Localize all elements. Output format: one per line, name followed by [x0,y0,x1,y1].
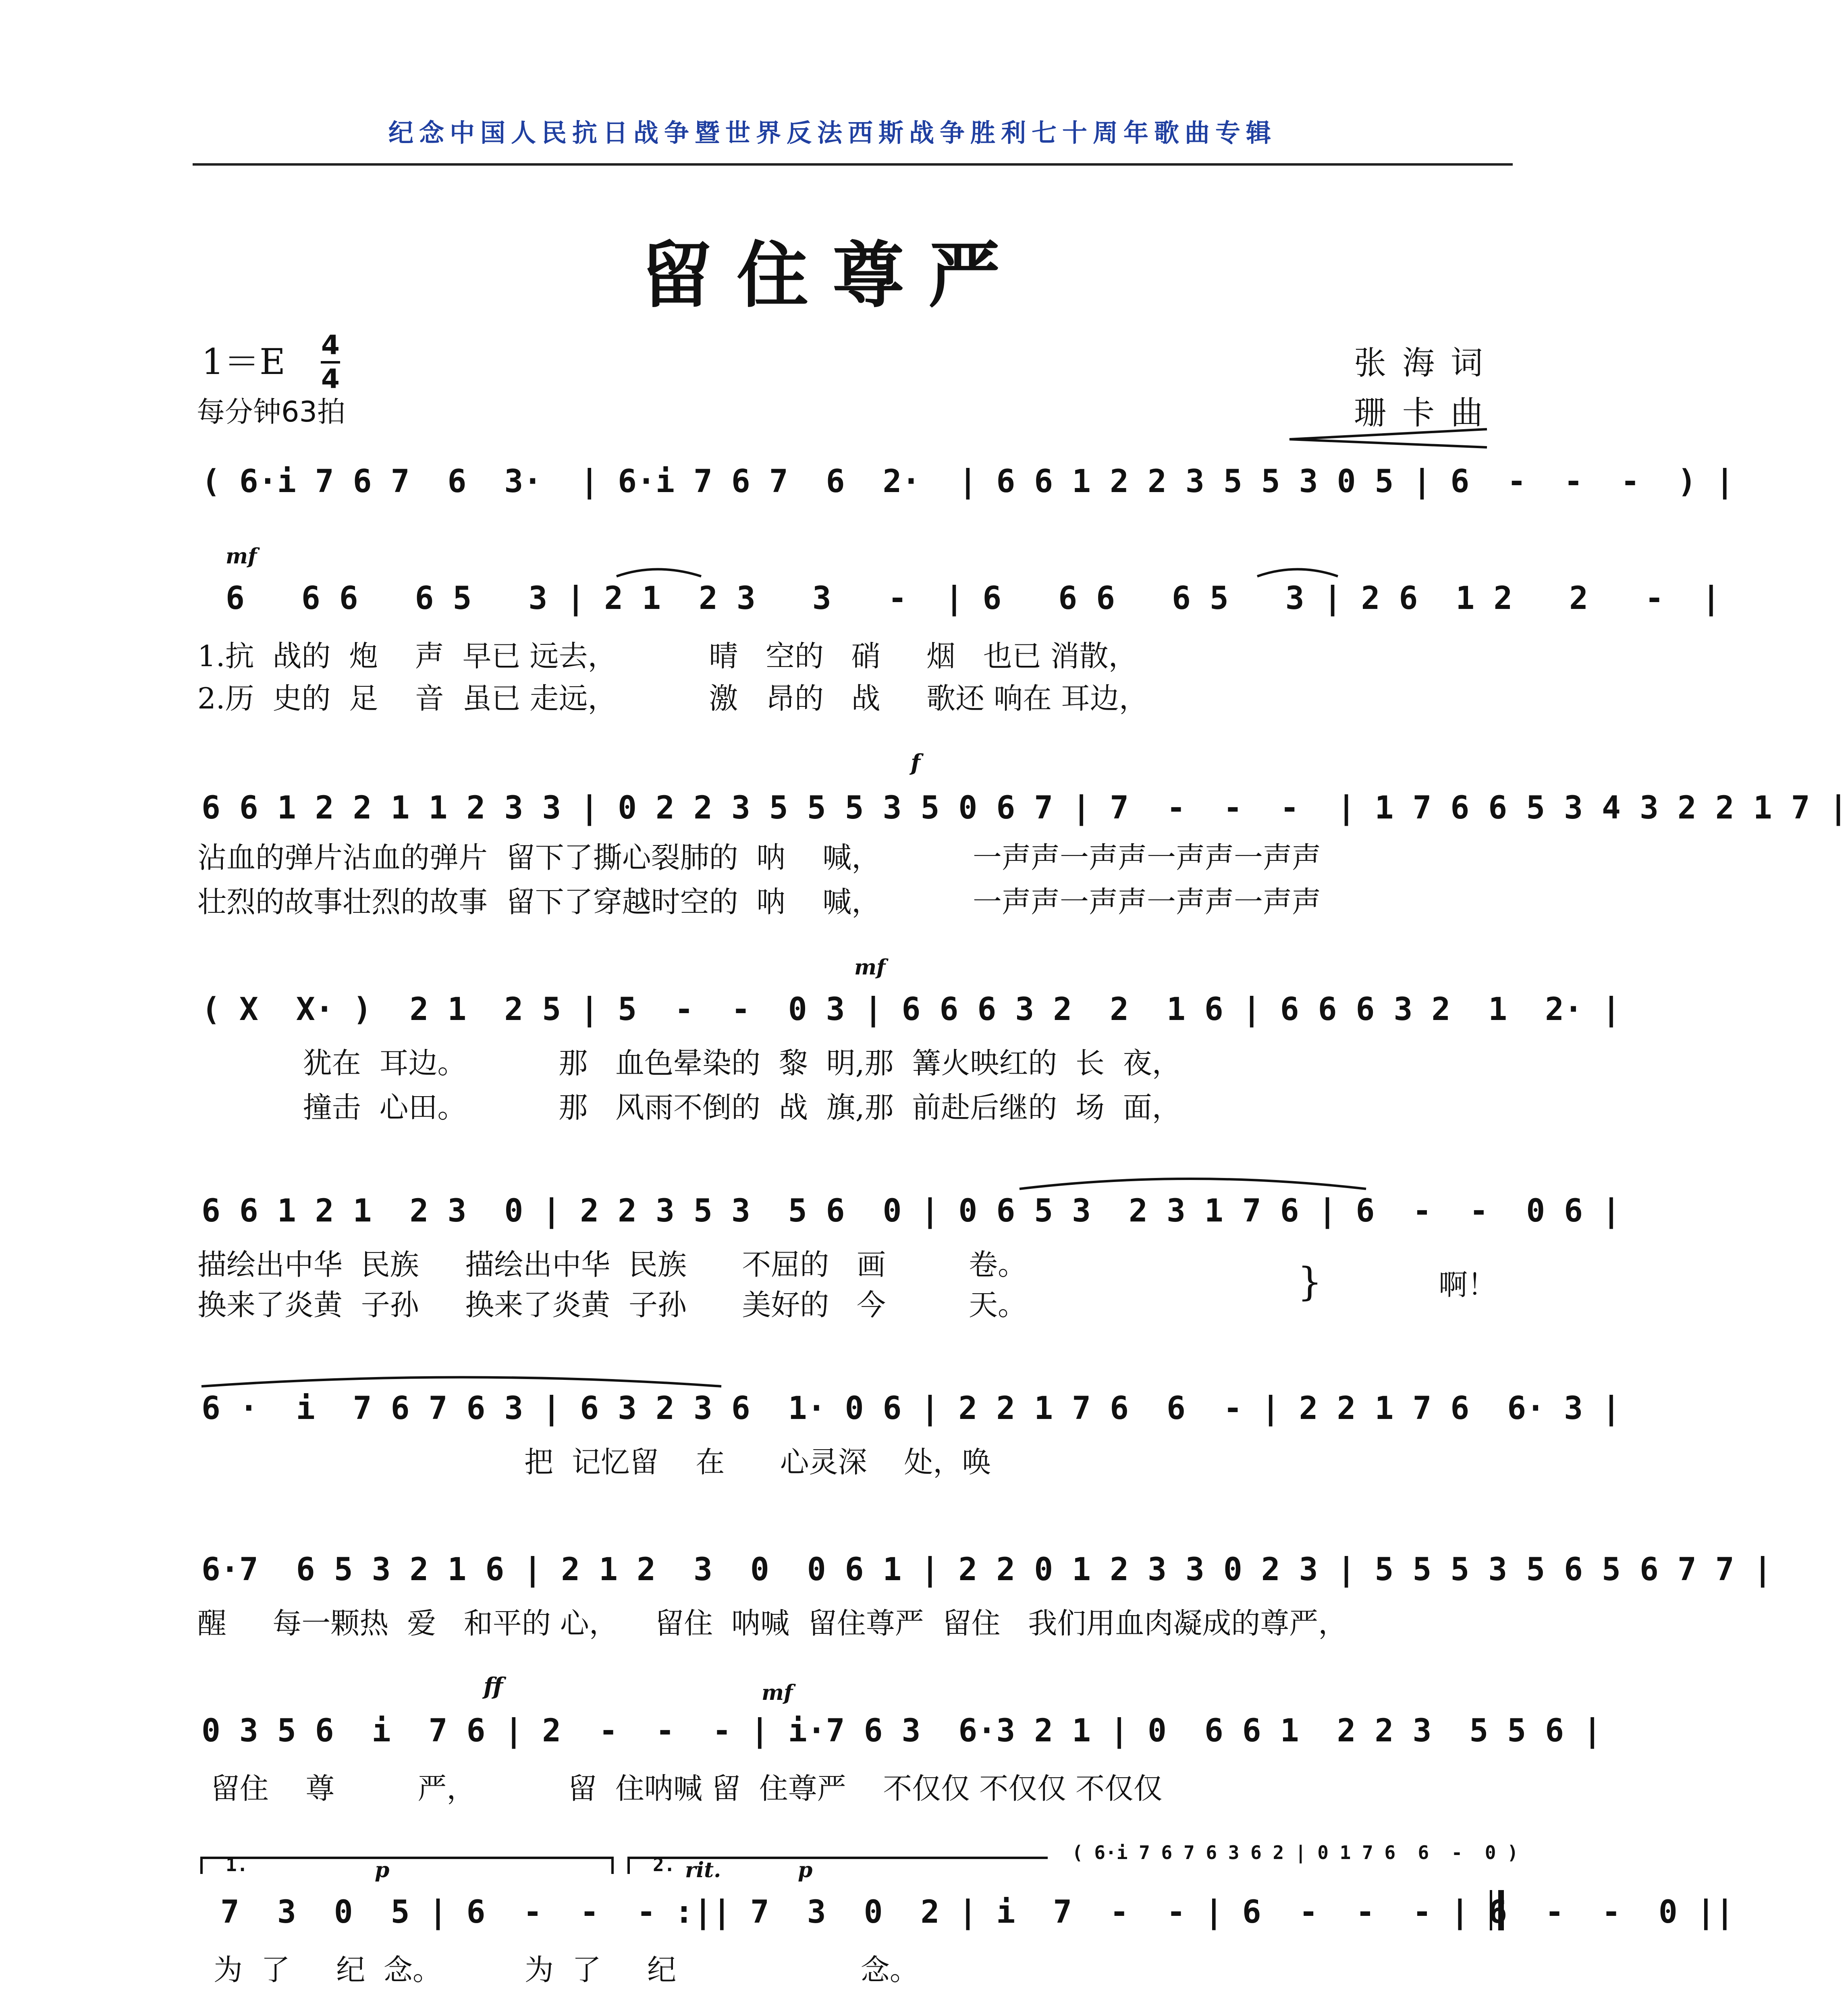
system-4-notes: ( X X· ) 2 1 2 5 | 5 - - 0 3 | 6 6 6 3 2 2 1 6 | 6 6 6 3 2 1 2· | [201,991,1621,1028]
verse-brace: } [1298,1259,1323,1305]
system-7-lyric: 醒 每一颗热 爱 和平的 心， 留住 呐喊 留住尊严 留住 我们用血肉凝成的尊严， [197,1606,1348,1640]
system-8-lyric: 留住 尊 严， 留 住呐喊 留 住尊严 不仅仅 不仅仅 不仅仅 [201,1772,1163,1805]
system-9-notes: 7 3 0 5 | 6 - - - :|| 7 3 0 2 | i 7 - - | 6 - - - | 6 - - 0 || [201,1894,1734,1930]
system-8-dynamic-ff: ff [484,1672,503,1700]
time-signature-bottom: 4 [321,364,340,395]
volta-1-label: 1. [226,1854,248,1876]
tempo-marking: 每分钟63拍 [197,395,346,428]
system-5-slur [1020,1179,1366,1189]
system-2-slur-2 [1257,569,1338,577]
system-2-lyric-verse-1: 1.抗 战的 炮 声 早已 远去， 晴 空的 硝 烟 也已 消散， [197,639,1138,673]
system-8-dynamic-mf: mf [762,1681,793,1705]
system-5-notes: 6 6 1 2 1 2 3 0 | 2 2 3 5 3 5 6 0 | 0 6 5 3 2 3 1 7 6 | 6 - - 0 6 | [201,1193,1621,1229]
system-6-lyric: 把 记忆留 在 心灵深 处，唤 [201,1445,991,1479]
volta-2-label: 2. [653,1854,675,1876]
system-3-notes: 6 6 1 2 2 1 1 2 3 3 | 0 2 2 3 5 5 5 3 5 0 6 7 | 7 - - - | 1 7 6 6 5 3 4 3 2 2 1 7 | [201,790,1848,826]
system-3-lyric-verse-2: 壮烈的故事壮烈的故事 留下了穿越时空的 呐 喊， 一声声一声声一声声一声声 [197,885,1321,919]
system-3-lyric-verse-1: 沾血的弹片沾血的弹片 留下了撕心裂肺的 呐 喊， 一声声一声声一声声一声声 [197,841,1321,875]
composer-credit: 珊卡曲 [1354,394,1499,432]
coda-phrase: ( 6·i 7 6 7 6 3 6 2 | 0 1 7 6 6 - 0 ) [1072,1842,1518,1863]
key-signature: 1＝E [201,341,286,382]
time-signature-top: 4 [321,330,340,361]
system-5-lyric-verse-2: 换来了炎黄 子孙 换来了炎黄 子孙 美好的 今 天。 [197,1288,1027,1322]
system-2-notes: 6 6 6 6 5 3 | 2 1 2 3 3 - | 6 6 6 6 5 3 | 2 6 1 2 2 - | [226,580,1721,617]
song-title: 留住尊严 [641,234,1024,317]
system-4-dynamic: mf [854,955,886,980]
lyricist-credit: 张海词 [1354,344,1499,382]
decrescendo-hairpin [1289,429,1487,447]
system-3-dynamic: f [911,750,921,776]
ritardando-marking: rit. [685,1858,721,1882]
volta-1-bracket [201,1858,613,1874]
system-4-lyric-verse-2: 撞击 心田。 那 风雨不倒的 战 旗,那 前赴后继的 场 面， [201,1091,1181,1124]
system-5-lyric-verse-1: 描绘出中华 民族 描绘出中华 民族 不屈的 画 卷。 [197,1248,1027,1282]
system-2-slur-1 [617,569,701,577]
system-6-slur [201,1377,721,1387]
system-1-notes: ( 6·i 7 6 7 6 3· | 6·i 7 6 7 6 2· | 6 6 1 2 2 3 5 5 3 0 5 | 6 - - - ) | [201,463,1734,500]
dynamic-piano-2: p [798,1858,813,1882]
system-6-notes: 6 · i 7 6 7 6 3 | 6 3 2 3 6 1· 0 6 | 2 2 1 7 6 6 - | 2 2 1 7 6 6· 3 | [201,1390,1621,1427]
volta-2-bracket [629,1858,1048,1874]
system-2-dynamic: mf [226,544,257,569]
system-9-lyric: 为 了 纪 念。 为 了 纪 念。 [214,1953,919,1987]
album-header: 纪念中国人民抗日战争暨世界反法西斯战争胜利七十周年歌曲专辑 [388,118,1277,147]
system-7-notes: 6·7 6 5 3 2 1 6 | 2 1 2 3 0 0 6 1 | 2 2 0 1 2 3 3 0 2 3 | 5 5 5 3 5 6 5 6 7 7 | [201,1552,1772,1588]
system-4-lyric-verse-1: 犹在 耳边。 那 血色晕染的 黎 明,那 篝火映红的 长 夜， [201,1046,1181,1080]
system-8-notes: 0 3 5 6 i 7 6 | 2 - - - | i·7 6 3 6·3 2 1 | 0 6 6 1 2 2 3 5 5 6 | [201,1713,1602,1749]
dynamic-piano-1: p [375,1858,390,1882]
system-2-lyric-verse-2: 2.历 史的 足 音 虽已 走远， 激 昂的 战 歌还 响在 耳边， [197,681,1148,715]
system-5-aside: 啊！ [1439,1268,1497,1302]
